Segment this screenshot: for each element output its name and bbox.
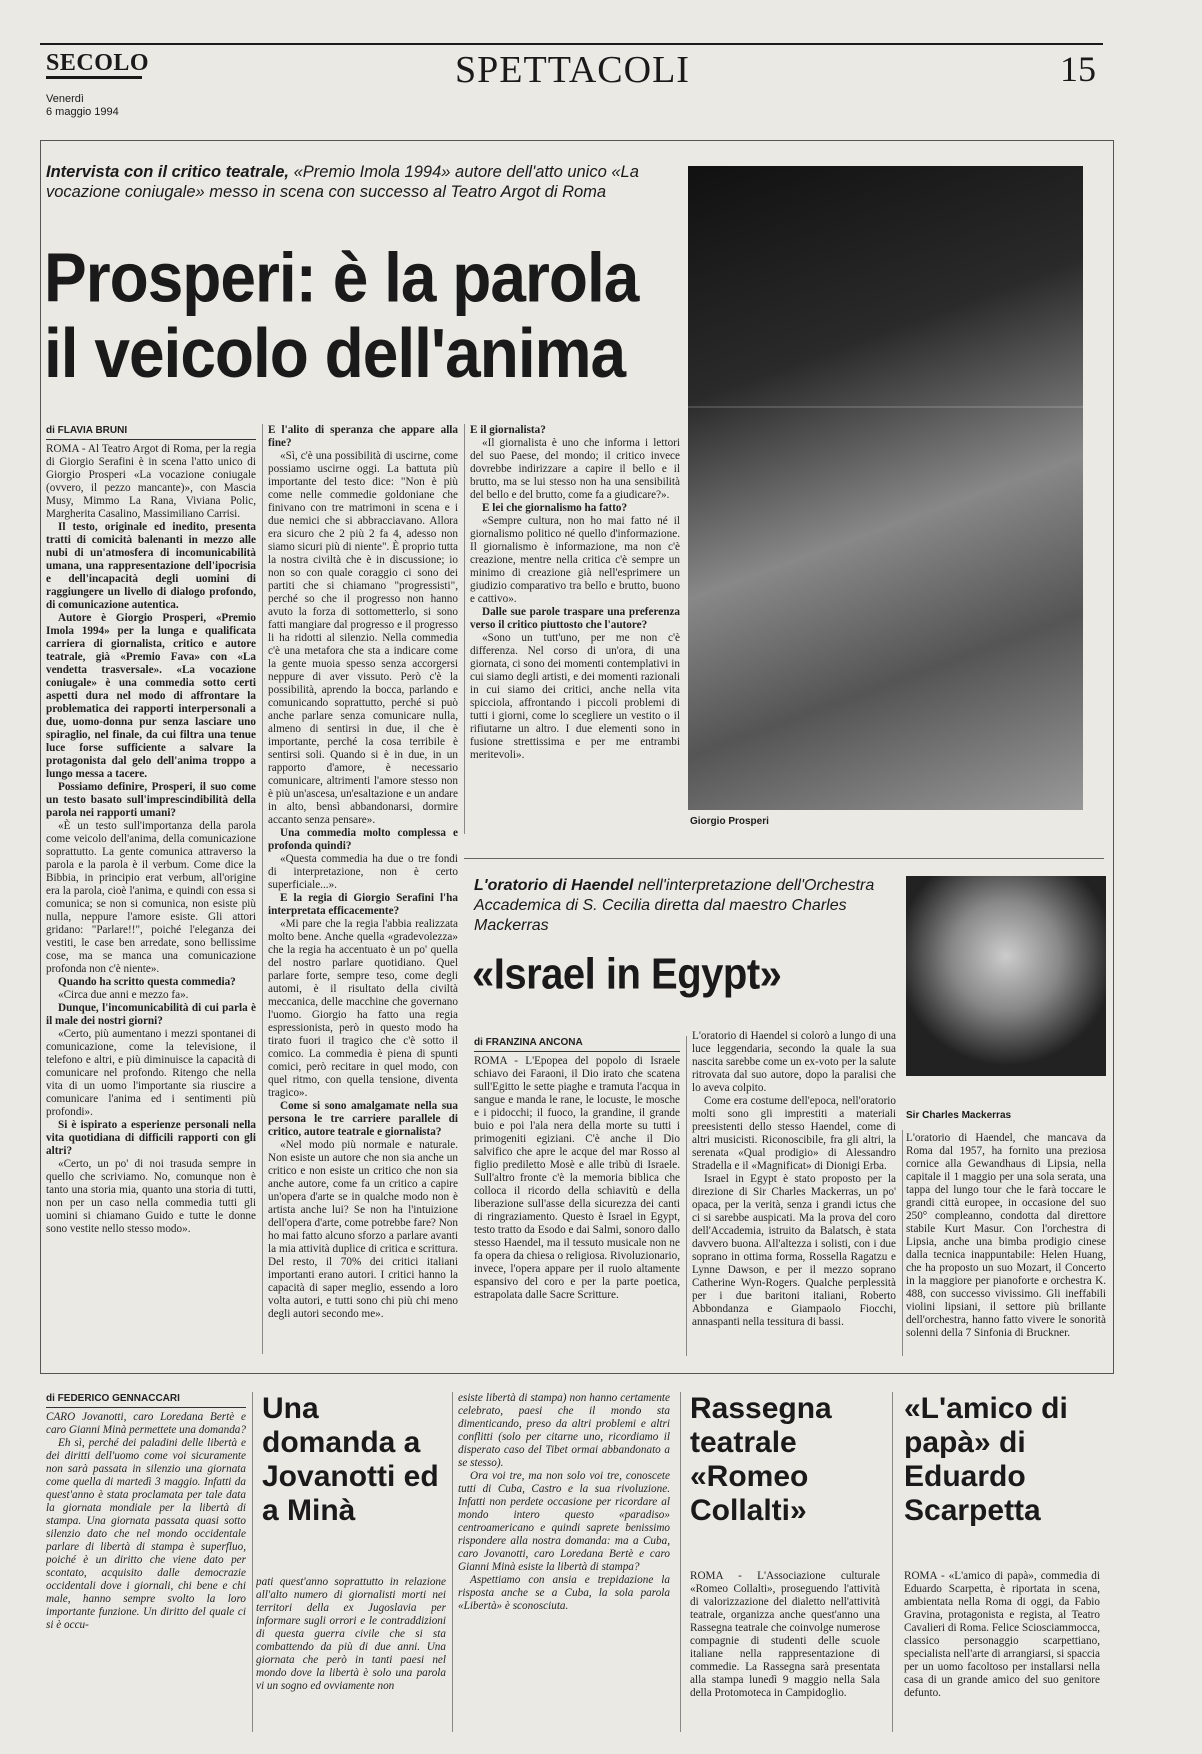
paragraph: Israel in Egypt è stato proposto per la direzione di Sir Charles Mackerras, un po' opaca, per la verità, senza i grandi ictus che ci si sarebbe auspicati. Ma la prova del coro dell'Accademia, istruito da Balatsch, è stata davvero buona. All'altezza i solisti, con i due soprano in ottima forma, Rossella Ragatzu e Lynne Dawson, e per il mezzo soprano Catherine Wyn-Rogers. Qualche perplessità per i due baritoni italiani, Roberto Abbondanza e Giampaolo Fiocchi, annaspanti nella tessitura di bassi. xyxy=(692,1173,896,1328)
main-column-2-text xyxy=(268,424,458,1321)
main-kicker-lead: Intervista con il critico teatrale, xyxy=(46,163,290,181)
paragraph: Eh sì, perché dei paladini delle libertà e dei diritti dell'uomo come voi sicuramente non sarà passata in silenzio una giornata come quella di martedì 3 maggio. Infatti da quest'anno è stata proclamata per tale data la giornata mondiale per la libertà di stampa. Una giornata passata quasi sotto silenzio dato che nel mondo occidentale parlare di libertà di stampa è superfluo, poiché è un diritto che viene dato per scontato, acquisito dalle democrazie occidentali dove i giornali, chi bene e chi male, hanno sempre svolto la loro importante funzione. Un diritto del quale ci si è occu- xyxy=(46,1437,246,1631)
paragraph: «Sono un tutt'uno, per me non c'è differenza. Nel corso di un'ora, di una giornata, ci sono dei momenti contemplativi in cui siamo degli artisti, e dei momenti razionali in cui siamo dei critici, anche nella vita spicciola, affrontando i piccoli problemi di tutti i giorni, come lo scegliere un vestito o il rifiutarne un altro. I due elementi sono in fusione strettissima e per me entrambi meritevoli». xyxy=(470,632,680,761)
paragraph: Come era costume dell'epoca, nell'oratorio molti sono gli imprestiti a materiali preesistenti dello stesso Haendel, come di altri musicisti. Riconoscibile, fra gli altri, la serenata «Qual prodigio» di Alessandro Stradella e il «Magnificat» di Dionigi Erba. xyxy=(692,1095,896,1172)
page-number: 15 xyxy=(1060,49,1096,89)
column-rule xyxy=(892,1392,893,1732)
haendel-kicker xyxy=(474,876,904,936)
jovanotti-headline: Una domanda a Jovanotti ed a Minà xyxy=(262,1392,439,1527)
paragraph: pati quest'anno soprattutto in relazione all'alto numero di giornalisti morti nei territori della ex Jugoslavia per informare sugli orrori e le contraddizioni di questa guerra civile che si sta combattendo da più di due anni. Una giornata che però in tanti paesi nel mondo dove la libertà è solo una parola vi un sogno ed ovviamente non xyxy=(256,1576,446,1692)
amico-di-papa-body: ROMA - «L'amico di papà», commedia di Eduardo Scarpetta, è riportata in scena, ambientata nella Roma di oggi, da Fabio Gravina, protagonista e regista, al Teatro Cavalieri di Roma. Felice Sciosciammocca, classico personaggio scarpettiano, specialista nell'arte di arrangiarsi, si spaccia per un uomo facoltoso per installarsi nella casa di un grande amico del suo genitore defunto. xyxy=(904,1570,1100,1699)
amico-di-papa-headline: «L'amico di papà» di Eduardo Scarpetta xyxy=(904,1392,1068,1527)
paragraph: «Il giornalista è uno che informa i lettori del suo Paese, del mondo; il critico invece dovrebbe indirizzare a capire il bello e il brutto, ma se lui stesso non ha una sensibilità del bello e del brutto, come fa a giudicare?». xyxy=(470,437,680,501)
paragraph: Autore è Giorgio Prosperi, «Premio Imola 1994» per la lunga e qualificata carriera di giornalista, critico e autore teatrale, già «Premio Fava» con «La vendetta trasversale». «La vocazione coniugale» è una commedia sotto certi aspetti dura nel modo di affrontare la problematica dei rapporti interpersonali a due, uomo-donna pur senza lasciare uno spiraglio, nel finale, da cui filtra una tenue luce forse sufficiente a salvare la protagonista dal gelo dell'anima troppo a lungo messa a tacere. xyxy=(46,612,256,780)
paragraph: E lei che giornalismo ha fatto? xyxy=(482,502,628,514)
paragraph: esiste libertà di stampa) non hanno certamente celebrato, paesi che il mondo sta dimenticando, preso da altri problemi e altri conflitti (solo per citarne uno, ricordiamo il disperato caso del Tibet ormai abbandonato a se stesso). xyxy=(458,1392,670,1469)
jovanotti-column-2 xyxy=(256,1576,446,1732)
haendel-kicker-lead: L'oratorio di Haendel xyxy=(474,877,634,894)
main-column-3-text xyxy=(470,424,680,762)
paragraph: ROMA - Al Teatro Argot di Roma, per la regia di Giorgio Serafini è in scena l'atto unico di Giorgio Prosperi «La vocazione coniugale (ovvero, il pezzo mancante)», con Mascia Musy, Mimmo La Rana, Viviana Polic, Margherita Casalino, Massimiliano Carrisi. xyxy=(46,443,256,520)
column-rule xyxy=(464,424,465,834)
paragraph: Dalle sue parole traspare una preferenza verso il critico piuttosto che l'autore? xyxy=(470,606,680,631)
paragraph: Possiamo definire, Prosperi, il suo come un testo basato sull'imprescindibilità della parola nei rapporti umani? xyxy=(46,781,256,819)
issue-full-date: 6 maggio 1994 xyxy=(46,106,119,118)
paragraph: Come si sono amalgamate nella sua persona le tre carriere parallele di critico, autore teatrale e giornalista? xyxy=(268,1100,458,1138)
column-rule xyxy=(252,1392,253,1732)
paragraph: «Sempre cultura, non ho mai fatto né il giornalismo politico né quello d'informazione. Il giornalismo è informazione, ma non c'è creazione, mentre nella critica c'è sempre un minimo di creazione già nell'esprimere un giudizio comparativo tra bello e brutto, buono e cattivo». xyxy=(470,515,680,605)
logo-underline xyxy=(46,76,142,79)
paragraph: Una commedia molto complessa e profonda quindi? xyxy=(268,827,458,852)
paragraph: Dunque, l'incomunicabilità di cui parla è il male dei nostri giorni? xyxy=(46,1002,256,1027)
haendel-column-1-text xyxy=(474,1055,680,1302)
photo-caption-mackerras: Sir Charles Mackerras xyxy=(906,1110,1012,1121)
haendel-headline: «Israel in Egypt» xyxy=(472,950,782,999)
photo-caption-prosperi: Giorgio Prosperi xyxy=(690,816,769,827)
haendel-column-3-text xyxy=(906,1132,1106,1340)
photo-charles-mackerras xyxy=(906,876,1106,1076)
paragraph: E la regia di Giorgio Serafini l'ha interpretata efficacemente? xyxy=(268,892,458,917)
column-rule xyxy=(680,1392,681,1732)
jovanotti-column-2-text xyxy=(256,1576,446,1693)
romeo-collalti-body: ROMA - L'Associazione culturale «Romeo Collalti», proseguendo l'attività di valorizzazione del dialetto nell'attività teatrale, organizza anche quest'anno una Rassegna teatrale che coinvolge numerose compagnie di studenti delle scuole italiane nella rappresentazione di commedie. La Rassegna sarà presentata alla stampa lunedì 9 maggio nella Sala della Protomoteca in Campidoglio. xyxy=(690,1570,880,1699)
main-headline xyxy=(44,240,684,391)
issue-date xyxy=(46,93,119,119)
main-column-1-text xyxy=(46,443,256,1236)
paragraph: «Questa commedia ha due o tre fondi di interpretazione, non è certo superficiale...». xyxy=(268,853,458,891)
haendel-column-2-text xyxy=(692,1030,896,1329)
article-separator xyxy=(464,858,1104,859)
column-rule xyxy=(262,424,263,1354)
main-headline-line1: Prosperi: è la parola xyxy=(44,238,639,317)
top-rule xyxy=(40,43,1103,45)
paragraph: «Mi pare che la regia l'abbia realizzata molto bene. Anche quella «gradevolezza» che la regia ha accentuato è un po' quella del nostro parlare quotidiano. Quel parlare forte, sempre teso, come degli automi, è il risultato della civiltà meccanica, delle macchine che governano l'uomo. Giorgio ha fatto una regia espressionista, però in questo modo ha tirato fuori il tragico che c'è sotto il comico. La commedia è piena di spunti comici, però recitare in quel modo, con quel ritmo, con quella tensione, diventa tragico». xyxy=(268,918,458,1099)
section-title: SPETTACOLI xyxy=(455,49,690,91)
paragraph: ROMA - L'Epopea del popolo di Israele schiavo dei Faraoni, il Dio irato che scatena sull'Egitto le sette piaghe e tramuta l'acqua in sangue e manda le rane, le locuste, le mosche e i pidocchi; il fuoco, la grandine, il grande buio e poi l'ala nera della morte su tutti i primogeniti egiziani. C'è anche il Dio salvifico che apre le acque del mar Rosso al figlio prediletto Mosè e alle tribù di Israele. Sull'altro fronte c'è la memoria biblica che colloca il ricordo della schiavitù e della liberazione sull'asse della sicurezza dei canti di ringraziamento. Questo è Israel in Egypt, testo tratto da Esodo e dai Salmi, sonoro dallo stesso Haendel, ma il tessuto musicale non ne fa opera da chiesa o religiosa. Rivoluzionario, invece, l'opera appare per il ruolo altamente espansivo del coro e per la parte poetica, estrapolata dalle Sacre Scritture. xyxy=(474,1055,680,1301)
paragraph: Ora voi tre, ma non solo voi tre, conoscete tutti di Cuba, Castro e la sua rivoluzione. Infatti non perdete occasione per ricordare al mondo intero questo «paradiso» centroamericano e quindi saprete benissimo rispondere alla nostra domanda: ma a Cuba, caro Jovanotti, caro Loredana Bertè e caro Gianni Minà esiste la libertà di stampa? xyxy=(458,1470,670,1573)
paragraph: E l'alito di speranza che appare alla fine? xyxy=(268,424,458,449)
haendel-column-3 xyxy=(906,1132,1106,1356)
paragraph: Il testo, originale ed inedito, presenta tratti di comicità balenanti in mezzo alle nubi di un'atmosfera di incomunicabilità umana, una rappresentazione dell'ipocrisia e dell'incapacità degli uomini di raggiungere un livello di dialogo profondo, di comunicazione autentica. xyxy=(46,521,256,611)
haendel-column-2 xyxy=(692,1030,896,1356)
jovanotti-column-3 xyxy=(458,1392,670,1732)
romeo-collalti-headline: Rassegna teatrale «Romeo Collalti» xyxy=(690,1392,832,1527)
jovanotti-column-3-text xyxy=(458,1392,670,1613)
paragraph: Quando ha scritto questa commedia? xyxy=(58,976,236,988)
newspaper-logo: SECOLO xyxy=(46,50,150,76)
jovanotti-byline: di FEDERICO GENNACCARI xyxy=(46,1392,246,1408)
haendel-column-1 xyxy=(474,1036,680,1356)
paragraph: CARO Jovanotti, caro Loredana Bertè e caro Gianni Minà permettete una domanda? xyxy=(46,1411,246,1436)
haendel-kicker-rest: nell'interpretazione dell'Orchestra Accademica di S. Cecilia diretta dal maestro Charles Mackerras xyxy=(474,877,875,934)
main-column-3 xyxy=(470,424,680,834)
column-rule xyxy=(452,1392,453,1732)
haendel-byline: di FRANZINA ANCONA xyxy=(474,1036,680,1052)
column-rule xyxy=(686,1036,687,1356)
paragraph: E il giornalista? xyxy=(470,424,546,436)
main-headline-line2: il veicolo dell'anima xyxy=(44,314,626,393)
main-kicker xyxy=(46,162,676,202)
issue-weekday: Venerdì xyxy=(46,93,84,105)
romeo-collalti-text xyxy=(690,1570,880,1732)
paragraph: L'oratorio di Haendel si colorò a lungo di una luce leggendaria, secondo la quale la sua nascita sarebbe come un ex-voto per la salute ritrovata dal suo autore, dopo la paralisi che lo aveva colpito. xyxy=(692,1030,896,1094)
paragraph: L'oratorio di Haendel, che mancava da Roma dal 1957, ha fornito una preziosa cornice alla Gewandhaus di Lipsia, nella capitale il 1 maggio per una sola serata, una tappa del lungo tour che le farà toccare le grandi città europee, in occasione del suo 250° compleanno, condotta dal direttore stabile Kurt Masur. Con l'orchestra di Lipsia, anche una bimba prodigio cinese dalla tecnica inappuntabile: Helen Huang, che ha proposto un suo Mozart, il Concerto in la maggiore per pianoforte e orchestra K. 488, con successo vivissimo. Gli ineffabili violini lipsiani, il settore più brillante dell'orchestra, hanno fatto vivere le sonorità solenni della 7 Sinfonia di Bruckner. xyxy=(906,1132,1106,1339)
column-rule xyxy=(902,1130,903,1356)
jovanotti-column-1 xyxy=(46,1392,246,1732)
photo-giorgio-prosperi xyxy=(688,166,1083,810)
paragraph: «Certo, un po' di noi trasuda sempre in quello che scriviamo. No, comunque non è tanto una storia mia, quanto una storia di tutti, non per un caso nella commedia tutti gli uomini si chiamano Guido e tutte le donne sono vestite nello stesso modo». xyxy=(46,1158,256,1235)
photo-stripe xyxy=(688,406,1083,408)
paragraph: Aspettiamo con ansia e trepidazione la risposta anche se a Cuba, la sola parola «Libertà» è sconosciuta. xyxy=(458,1574,670,1612)
main-column-2 xyxy=(268,424,458,1354)
paragraph: «Certo, più aumentano i mezzi spontanei di comunicazione, come la televisione, il telefono e altri, e più diminuisce la capacità di comunicare nel profondo. Ritengo che nella vita di un uomo l'importante sia riuscire a comunicare l'anima ed i sentimenti più profondi». xyxy=(46,1028,256,1118)
paragraph: Si è ispirato a esperienze personali nella vita quotidiana di difficili rapporti con gli altri? xyxy=(46,1119,256,1157)
paragraph: «Nel modo più normale e naturale. Non esiste un autore che non sia anche un critico e non esiste un critico che non sia anche autore, come fa un critico a capire un'opera d'arte se in qualche modo non è artista anche lui? Se non ha l'intuizione dell'opera d'arte, come potrebbe fare? Non ho mai fatto alcuno sforzo a parlare avanti la mia attività duplice di critica e scrittura. Del resto, il 70% dei critici italiani importanti erano autori. I critici hanno la capacità di saper meglio, essendo a loro volta autori, e tutti sono chi più chi meno degli autori secondo me». xyxy=(268,1139,458,1320)
amico-di-papa-text xyxy=(904,1570,1100,1732)
main-column-1 xyxy=(46,424,256,1354)
paragraph: «Circa due anni e mezzo fa». xyxy=(58,989,189,1001)
paragraph: «Sì, c'è una possibilità di uscirne, come possiamo uscirne oggi. La battuta più importante del testo dice: "Non è più come nelle commedie goldoniane che finivano con tre matrimoni in scena e i due nemici che si abbracciavano. Allora era sicuro che 2 più 2 fa 4, adesso non siamo sicuri più di niente". È proprio tutta la nostra civiltà che è in discussione; io non so con quale coraggio ci sono dei partiti che si chiamano "progressisti", perché so che il progresso non hanno avuto la forza di sottometterlo, si sono fatti mangiare dal progresso e il progresso li ha ridotti al silenzio. Nella commedia c'è una metafora che sta a indicare come la gente muoia spesso senza accorgersi neppure di aver vissuto. Però c'è la possibilità, aprendo la bocca, parlando e comunicando soprattutto, perché si può anche parlare senza comunicare nulla, almeno di sentirsi in due, il che è importante, perché la cosa terribile è sentirsi soli. Quando si è in due, in un rapporto d'amore, è necessario comunicare, altrimenti l'amore stesso non è più un'ascesa, un'esaltazione e un andare in alto, bensì abbandonarsi, dormire accanto senza pensare». xyxy=(268,450,458,826)
main-byline: di FLAVIA BRUNI xyxy=(46,424,256,440)
jovanotti-column-1-text xyxy=(46,1411,246,1632)
paragraph: «È un testo sull'importanza della parola come veicolo dell'anima, della comunicazione soprattutto. La gente comunica attraverso la parola e la parola è il verbum. Come dice la Bibbia, in principio erat verbum, all'origine era la parola, cioè l'anima, e quindi con essa si comunica; se non si comunica, non esiste più nulla, neppure l'amore esiste. Gli attori gridano: "Parlare!!", poiché l'eleganza dei vestiti, le case ben arredate, sono bellissime cose, ma se manca una comunicazione profonda non c'è niente». xyxy=(46,820,256,975)
main-kicker-rest: «Premio Imola 1994» autore dell'atto unico «La vocazione coniugale» messo in scena con successo al Teatro Argot di Roma xyxy=(46,163,639,201)
